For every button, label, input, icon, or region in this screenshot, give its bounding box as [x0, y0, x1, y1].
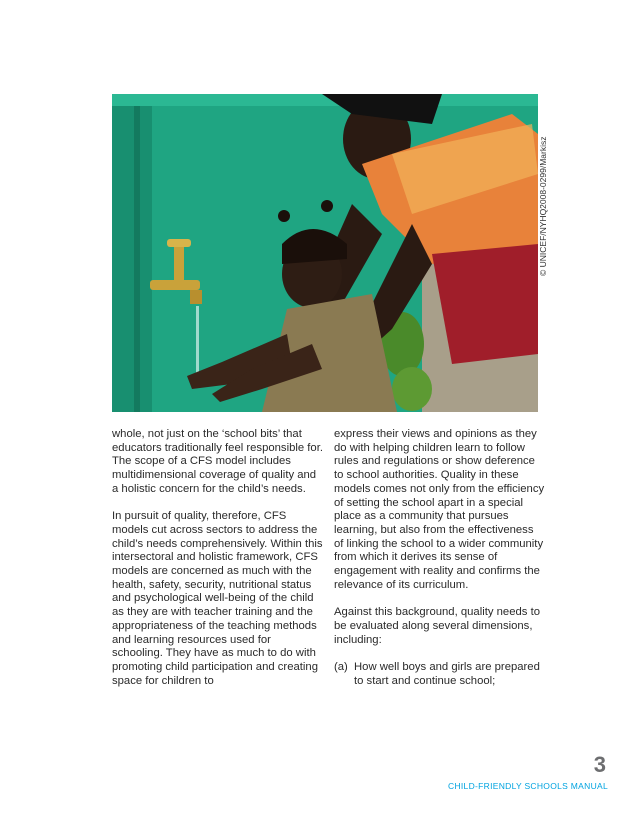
paragraph: express their views and opinions as they do with helping children learn to follow rules and regulations or show deference to school authorities. Quality in these models comes not only from the efficiency of setting the school apart in a special place as a community that pursues learning, but also from the effectiveness of linking the school to a wider community from which it derives its sense of engagement with reality and confirms the relevance of its curriculum.	[334, 428, 545, 591]
text-column-right	[334, 428, 546, 688]
paragraph: In pursuit of quality, therefore, CFS models cut across sectors to address the child’s needs comprehensively. Within this intersectoral and holistic framework, CFS models are concerned as much with the health, safety, security, nutritional status and psychological well-being of the child as they are with teacher training and the appropriateness of the teaching methods and learning resources used for schooling. They have as much to do with promoting child participation and creating space for children to	[112, 510, 323, 687]
text-column-left	[112, 428, 324, 702]
paragraph: whole, not just on the ‘school bits’ that educators traditionally feel responsible for. The scope of a CFS model includes multidimensional coverage of quality and a holistic concern for the child’s needs.	[112, 428, 323, 495]
list-marker: (a)	[334, 660, 348, 673]
list-item	[334, 661, 546, 688]
paragraph: Against this background, quality needs to be evaluated along several dimensions, including:	[334, 606, 540, 646]
running-footer-title: CHILD-FRIENDLY SCHOOLS MANUAL	[448, 781, 608, 791]
photo-child-washing-hands	[112, 94, 538, 412]
list-item-text: How well boys and girls are prepared to start and continue school;	[354, 660, 540, 687]
page-number: 3	[593, 752, 606, 777]
photo-credit: © UNICEF/NYHQ2008-0299/Markisz	[538, 136, 548, 276]
photo-illustration	[112, 94, 538, 412]
